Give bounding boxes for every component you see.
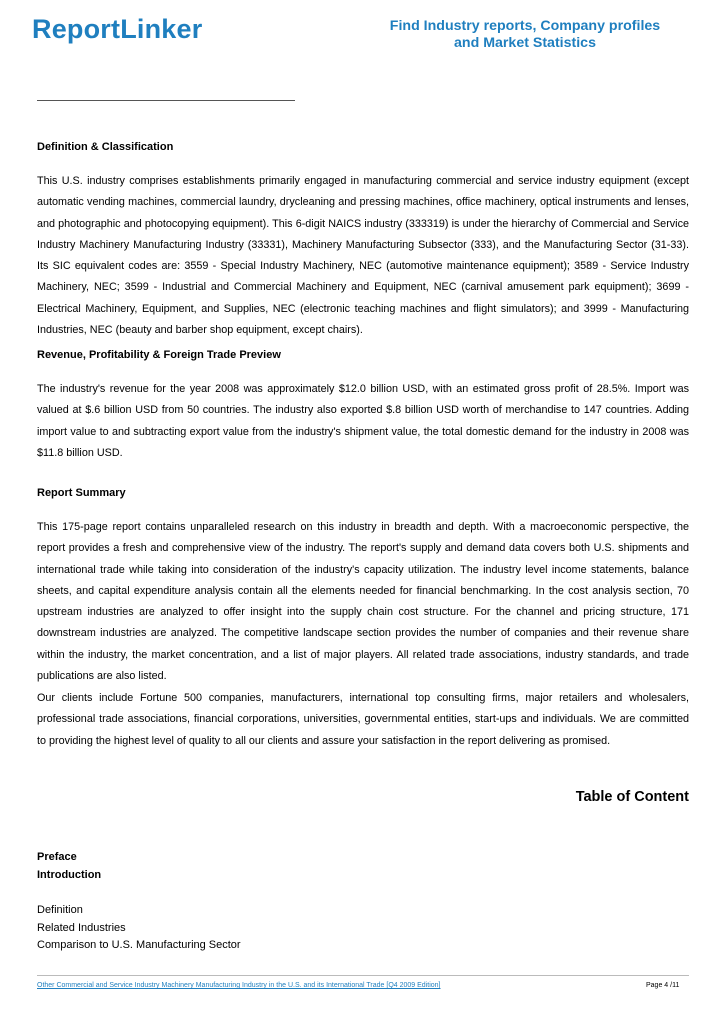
- clients-paragraph: Our clients include Fortune 500 companies, manufacturers, international top consulting firms, major retailers and wholesalers, professional trade associations, financial corporations, universities, governmental entities, start-ups and individuals. We are committed to providing the highest level of quality to all our clients and assure your satisfaction in the report delivering as promised.: [37, 692, 689, 747]
- tagline-line-2: and Market Statistics: [454, 35, 596, 51]
- tagline: [380, 18, 670, 52]
- tagline-line-1: Find Industry reports, Company profiles: [389, 18, 661, 34]
- definition-paragraph: This U.S. industry comprises establishments primarily engaged in manufacturing commercial and service industry equipment (except automatic vending machines, commercial laundry, drycleaning and pressing machines, office machinery, optical instruments and lenses, and photographic and photocopying equipment). This 6-digit NAICS industry (333319) is under the hierarchy of Commercial and Service Industry Machinery Manufacturing Industry (33331), Machinery Manufacturing Subsector (333), and the Manufacturing Sector (31-33). Its SIC equivalent codes are: 3559 - Special Industry Machinery, NEC (automotive maintenance equipment); 3589 - Service Industry Machinery, NEC; 3599 - Industrial and Commercial Machinery and Equipment, NEC (carnival amusement park equipment); 3699 - Electrical Machinery, Equipment, and Supplies, NEC (electronic teaching machines and flight simulators); and 3999 - Manufacturing Industries, NEC (beauty and barber shop equipment, except chairs).: [37, 175, 689, 337]
- toc-item-introduction: Introduction: [37, 869, 102, 881]
- toc-item-related-industries: Related Industries: [37, 922, 126, 934]
- toc-item-preface: Preface: [37, 851, 77, 863]
- revenue-heading: Revenue, Profitability & Foreign Trade Preview: [37, 349, 281, 361]
- summary-heading: Report Summary: [37, 487, 126, 499]
- header-rule: [37, 100, 295, 101]
- summary-paragraph: This 175-page report contains unparalleled research on this industry in breadth and depth. With a macroeconomic perspective, the report provides a fresh and comprehensive view of the industry. The report's supply and demand data covers both U.S. shipments and international trade while taking into consideration of the industry's capacity utilization. The industry level income statements, balance sheets, and capital expenditure analysis contain all the elements needed for financial benchmarking. In the cost analysis section, 70 upstream industries are analyzed to offer insight into the supply chain cost structure. For the channel and pricing structure, 171 downstream industries are analyzed. The competitive landscape section provides the number of companies and their revenue share within the industry, the market concentration, and a list of major players. All related trade associations, industry standards, and trade publications are also listed.: [37, 521, 689, 683]
- toc-item-definition: Definition: [37, 904, 83, 916]
- definition-heading: Definition & Classification: [37, 141, 174, 153]
- footer-page-number: Page 4 /11: [646, 982, 680, 989]
- footer-rule: [37, 975, 689, 976]
- toc-title: Table of Content: [575, 789, 689, 805]
- footer-report-link[interactable]: Other Commercial and Service Industry Machinery Manufacturing Industry in the U.S. and its International Trade [Q4 2009 Edition]: [37, 982, 441, 989]
- revenue-paragraph: The industry's revenue for the year 2008 was approximately $12.0 billion USD, with an estimated gross profit of 28.5%. Import was valued at $.6 billion USD from 50 countries. The industry also exported $.8 billion USD worth of merchandise to 147 countries. Adding import value to and subtracting export value from the industry's shipment value, the total domestic demand for the industry in 2008 was $11.8 billion USD.: [37, 383, 689, 459]
- toc-item-comparison: Comparison to U.S. Manufacturing Sector: [37, 939, 241, 951]
- logo: ReportLinker: [32, 14, 203, 44]
